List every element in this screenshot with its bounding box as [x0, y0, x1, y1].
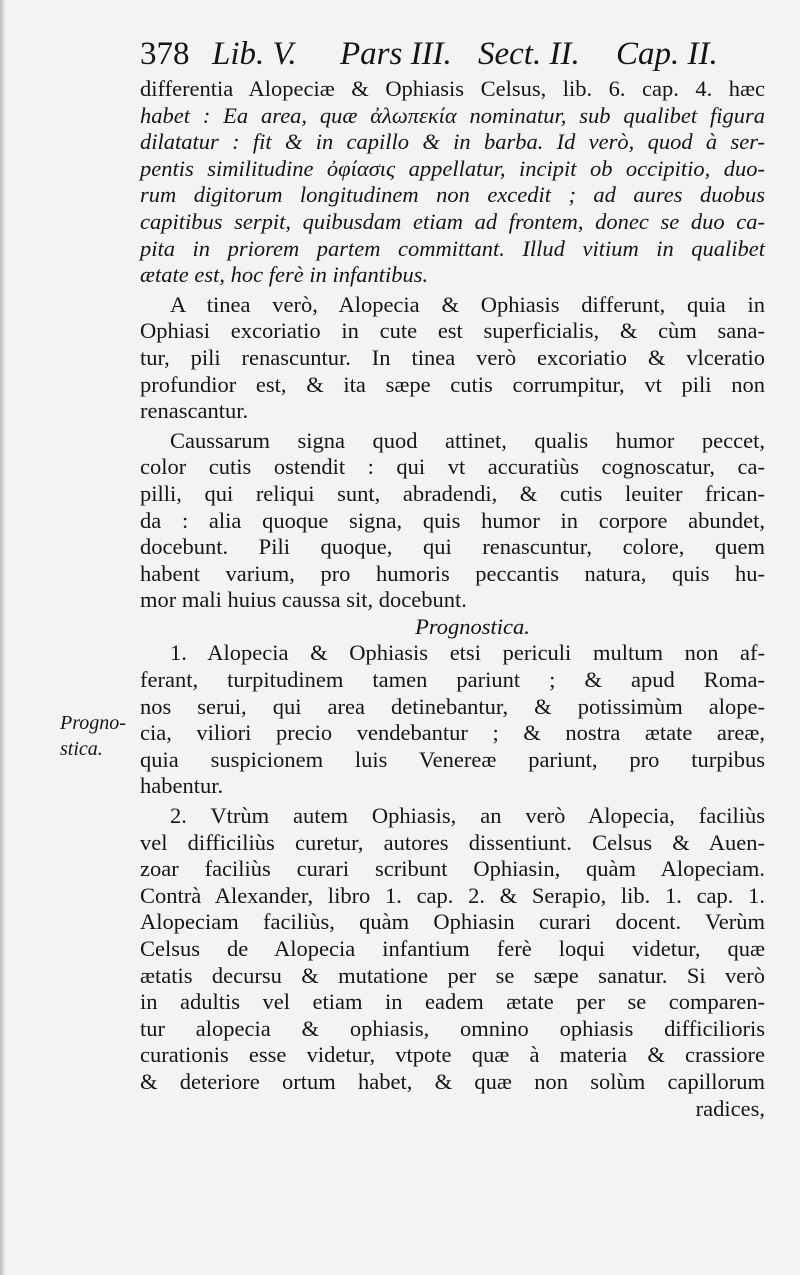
text-line: pentis similitudine ὀφίασις appellatur, incipit ob occipitio, duo-	[140, 155, 765, 181]
header-sectio: Sect. II.	[478, 36, 580, 72]
text-line: habet : Ea area, quæ ἀλωπεκία nominatur, sub qualibet figura	[140, 102, 765, 128]
header-pars: Pars III.	[340, 36, 452, 72]
paragraph-tinea	[140, 292, 765, 425]
text-line: capitibus serpit, quibusdam etiam ad frontem, donec se duo ca-	[140, 208, 765, 234]
text-line: docebunt. Pili quoque, qui renascuntur, colore, quem	[140, 534, 765, 560]
text-line: in adultis vel etiam in eadem ætate per se comparen-	[140, 989, 765, 1015]
page-number: 378	[140, 36, 190, 72]
text-line: 1. Alopecia & Ophiasis etsi periculi multum non af-	[170, 640, 765, 666]
header-liber: Lib. V.	[212, 36, 297, 72]
text-line: ætate est, hoc ferè in infantibus.	[140, 262, 429, 288]
text-line: rum digitorum longitudinem non excedit ; ad aures duobus	[140, 182, 765, 208]
text-line: A tinea verò, Alopecia & Ophiasis differunt, quia in	[170, 291, 765, 317]
text-line: nos serui, qui area detinebantur, & potissimùm alope-	[140, 693, 765, 719]
text-line: pilli, qui reliqui sunt, abradendi, & cutis leuiter frican-	[140, 480, 765, 506]
text-line: Contrà Alexander, libro 1. cap. 2. & Serapio, lib. 1. cap. 1.	[140, 882, 765, 908]
body-text	[140, 76, 765, 1122]
text-line: 2. Vtrùm autem Ophiasis, an verò Alopecia, faciliùs	[170, 803, 765, 829]
margin-note-line: Progno-	[60, 712, 126, 734]
text-line: vel difficiliùs curetur, autores dissentiunt. Celsus & Auen-	[140, 829, 765, 855]
text-line: quia suspicionem luis Venereæ pariunt, pro turpibus	[140, 746, 765, 772]
text-line: ætatis decursu & mutatione per se sæpe sanatur. Si verò	[140, 962, 765, 988]
text-line: Ophiasi excoriatio in cute est superficialis, & cùm sana-	[140, 318, 765, 344]
margin-note-prognostica	[60, 710, 140, 762]
catchword: radices,	[695, 1095, 765, 1121]
paragraph-prognostica-2	[140, 803, 765, 1096]
text-line: Celsus de Alopecia infantium ferè loqui videtur, quæ	[140, 936, 765, 961]
text-line: tur, pili renascuntur. In tinea verò excoriatio & vlceratio	[140, 344, 765, 370]
text-line: mor mali huius caussa sit, docebunt.	[140, 587, 467, 613]
text-line: Alopeciam faciliùs, quàm Ophiasin curari docent. Verùm	[140, 909, 765, 935]
header-caput: Cap. II.	[616, 36, 718, 72]
text-line: profundior est, & ita sæpe cutis corrumpitur, vt pili non	[140, 371, 765, 397]
text-line: Caussarum signa quod attinet, qualis humor peccet,	[170, 427, 765, 453]
paragraph-celsus-quote	[140, 76, 765, 289]
text-line: renascantur.	[140, 398, 249, 424]
text-line: & deteriore ortum habet, & quæ non solùm capillorum	[140, 1068, 765, 1094]
text-line: differentia Alopeciæ & Ophiasis Celsus, lib. 6. cap. 4. hæc	[140, 76, 765, 101]
text-line: cia, viliori precio vendebantur ; & nostra ætate areæ,	[140, 720, 765, 746]
paragraph-caussarum-signa	[140, 428, 765, 614]
text-line: da : alia quoque signa, quis humor in corpore abundet,	[140, 507, 765, 533]
text-line: curationis esse videtur, vtpote quæ à materia & crassiore	[140, 1042, 765, 1068]
text-line: habent varium, pro humoris peccantis natura, quis hu-	[140, 560, 765, 586]
text-line: color cutis ostendit : qui vt accuratiùs cognoscatur, ca-	[140, 454, 765, 480]
text-line: pita in priorem partem committant. Illud vitium in qualibet	[140, 235, 765, 261]
text-line: habentur.	[140, 773, 224, 799]
margin-note-line: stica.	[60, 738, 103, 760]
section-subheading: Prognostica.	[415, 613, 530, 639]
text-line: dilatatur : fit & in capillo & in barba. Id verò, quod à ser-	[140, 129, 765, 155]
paragraph-prognostica-1	[140, 640, 765, 800]
text-line: zoar faciliùs curari scribunt Ophiasin, quàm Alopeciam.	[140, 856, 765, 882]
text-line: ferant, turpitudinem tamen pariunt ; & apud Roma-	[140, 667, 765, 693]
text-line: tur alopecia & ophiasis, omnino ophiasis difficilioris	[140, 1015, 765, 1041]
